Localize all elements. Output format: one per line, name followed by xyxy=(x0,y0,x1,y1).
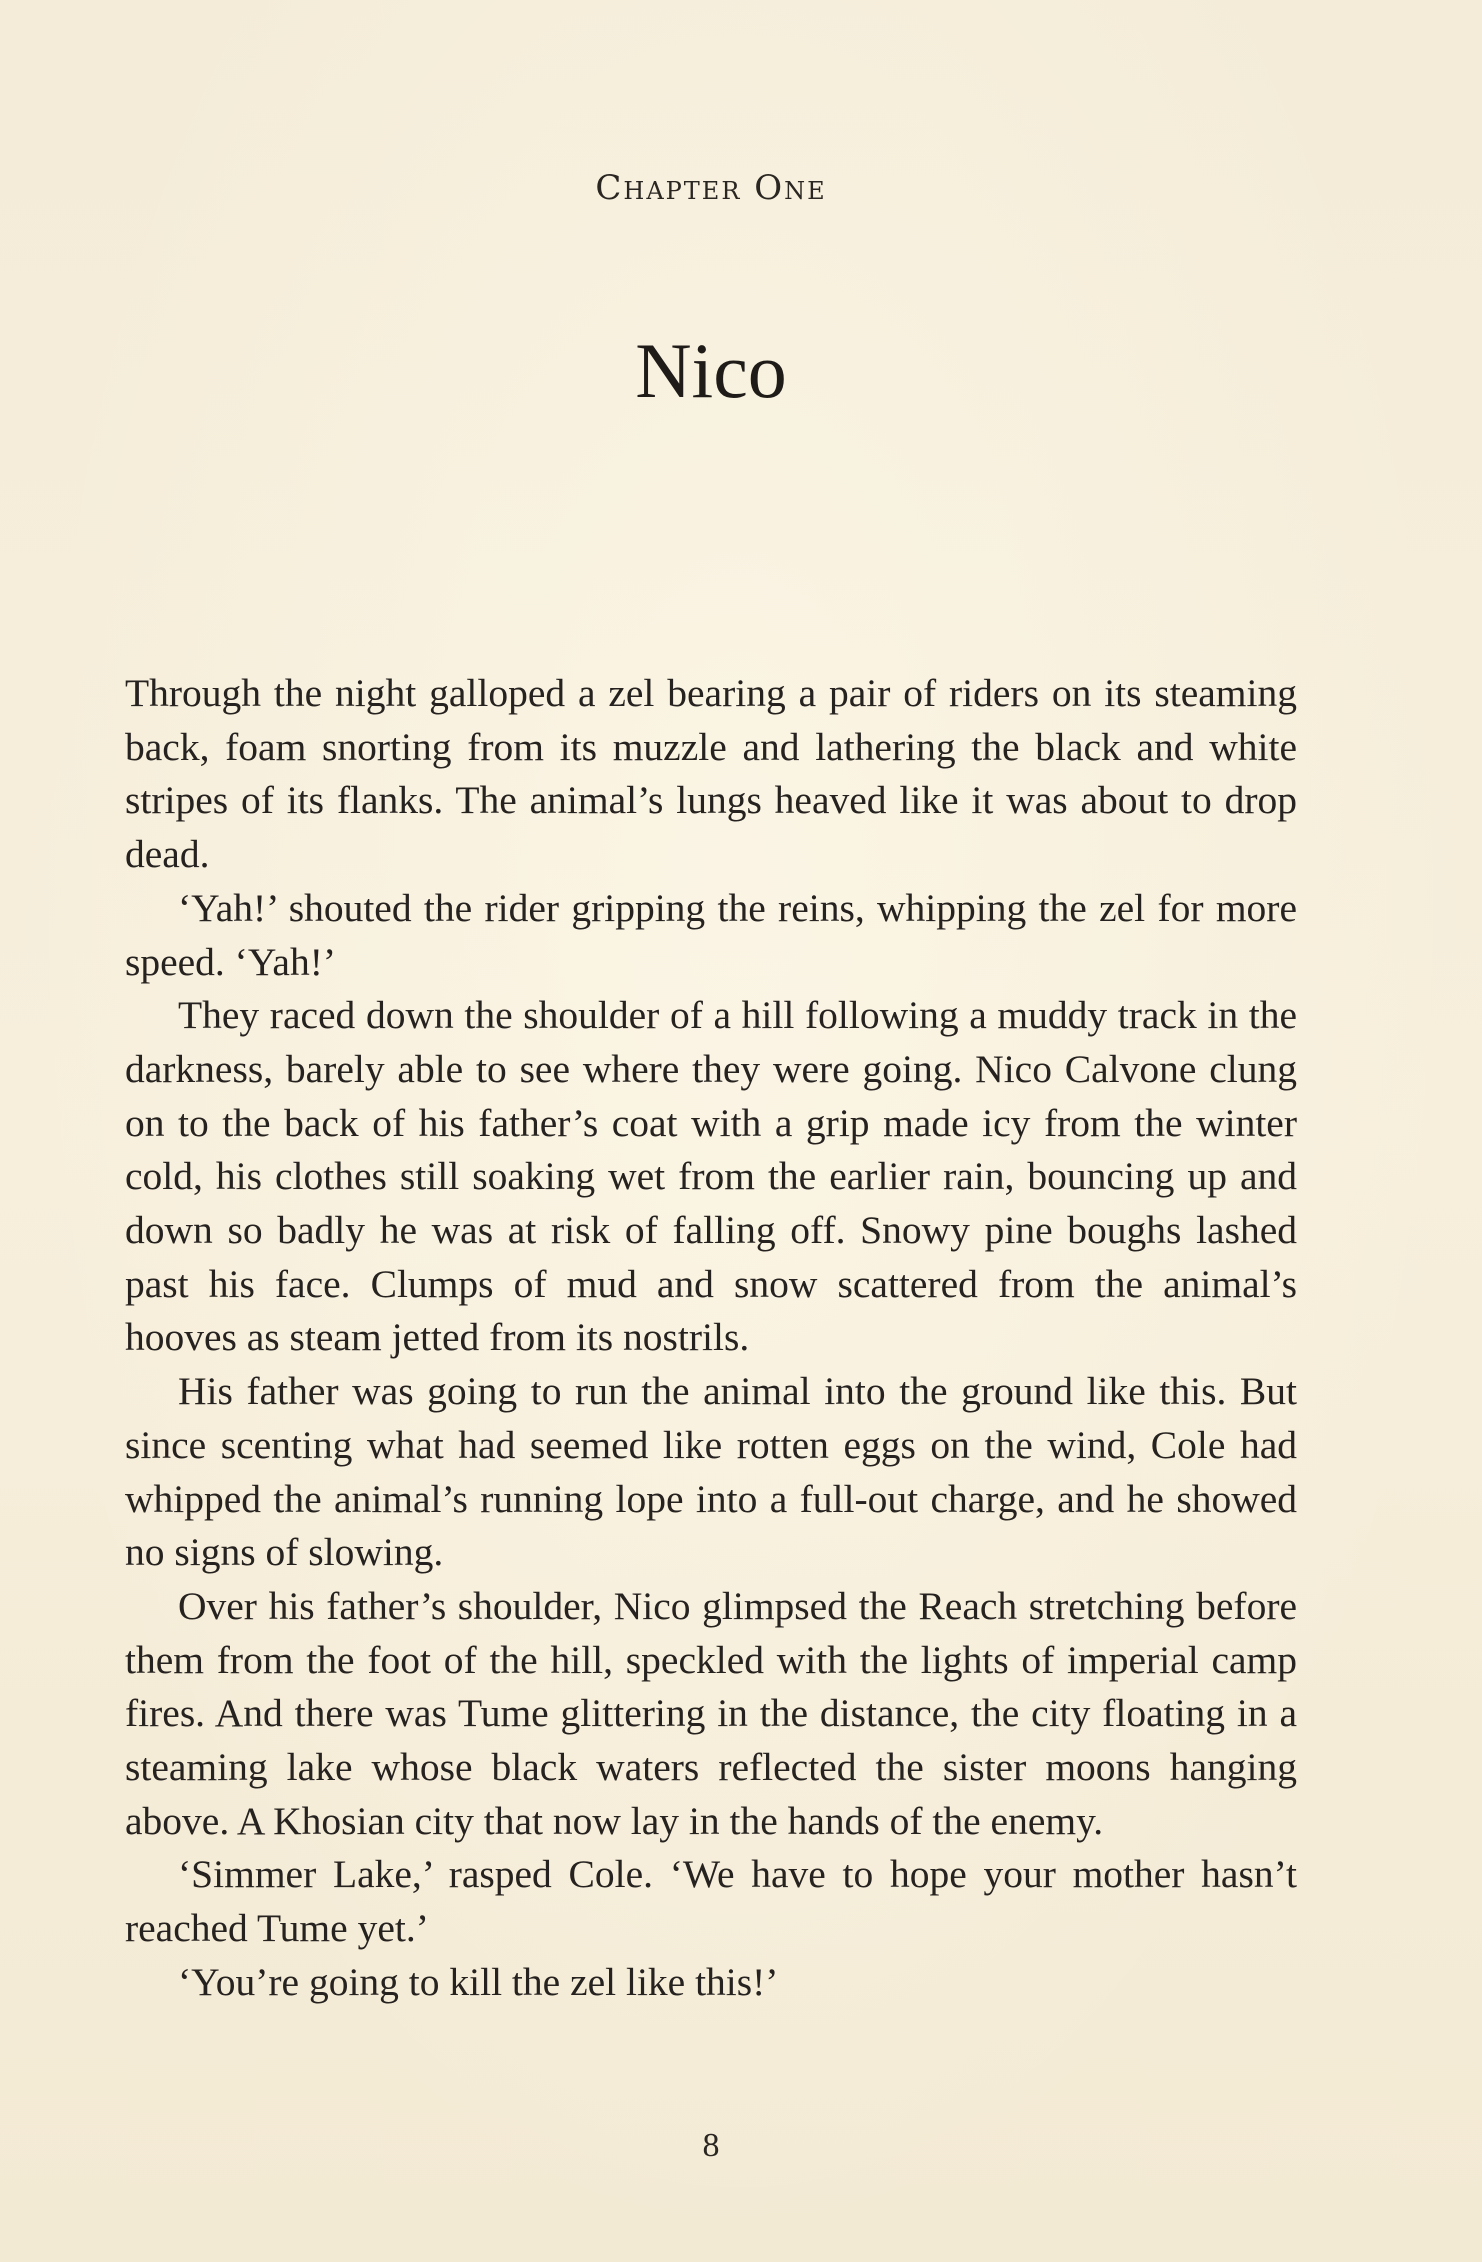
page-number: 8 xyxy=(702,2127,720,2164)
paragraph: ‘Simmer Lake,’ rasped Cole. ‘We have to hope your mother hasn’t reached Tume yet.’ xyxy=(125,1852,1297,1951)
paragraph: ‘You’re going to kill the zel like this!’ xyxy=(178,1959,779,2004)
chapter-title: Nico xyxy=(635,327,787,414)
paragraph: Through the night galloped a zel bearing a pair of riders on its steaming back, foam snorting from its muzzle and lathering the black and white stripes of its flanks. The animal’s lungs heaved like it was about to drop dead. xyxy=(125,671,1297,877)
chapter-label: Chapter One xyxy=(595,168,827,208)
chapter-body xyxy=(125,667,1297,2010)
paragraph: His father was going to run the animal into the ground like this. But since scenting what had seemed like rotten eggs on the wind, Cole had whipped the animal’s running lope into a full-out charge, and he showed no signs of slowing. xyxy=(125,1369,1297,1575)
paragraph: Over his father’s shoulder, Nico glimpsed the Reach stretching before them from the foot of the hill, speckled with the lights of imperial camp fires. And there was Tume glittering in the distance, the city floating in a steaming lake whose black waters reflected the sister moons hanging above. A Khosian city that now lay in the hands of the enemy. xyxy=(125,1583,1297,1843)
paragraph: ‘Yah!’ shouted the rider gripping the reins, whipping the zel for more speed. ‘Yah!’ xyxy=(125,885,1297,984)
paragraph: They raced down the shoulder of a hill following a muddy track in the darkness, barely able to see where they were going. Nico Calvone clung on to the back of his father’s coat with a grip made icy from the winter cold, his clothes still soaking wet from the earlier rain, bouncing up and down so badly he was at risk of falling off. Snowy pine boughs lashed past his face. Clumps of mud and snow scattered from the animal’s hooves as steam jetted from its nostrils. xyxy=(125,993,1297,1360)
